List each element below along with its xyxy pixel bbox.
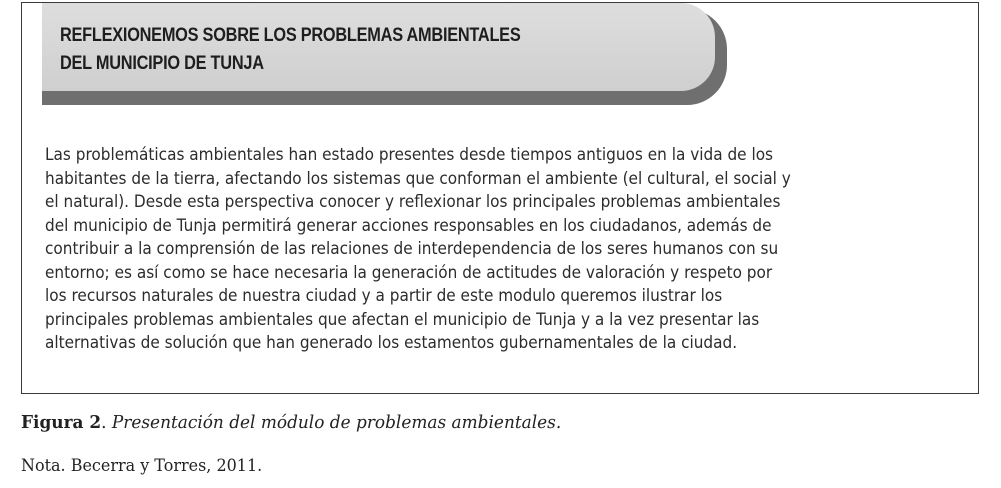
body-line: el natural). Desde esta perspectiva conocer y reflexionar los principales problemas ambientales	[45, 192, 781, 212]
body-line: alternativas de solución que han generado los estamentos gubernamentales de la ciudad.	[45, 333, 738, 353]
body-line: del municipio de Tunja permitirá generar acciones responsables en los ciudadanos, además de	[45, 215, 772, 236]
body-paragraph	[45, 144, 965, 356]
body-line: contribuir a la comprensión de las relaciones de interdependencia de los seres humanos con su	[45, 239, 779, 259]
body-line: Las problemáticas ambientales han estado presentes desde tiempos antiguos en la vida de los	[45, 145, 774, 165]
figure-frame	[21, 2, 979, 394]
banner-title-line-2: DEL MUNICIPIO DE TUNJA	[60, 53, 264, 74]
body-line: los recursos naturales de nuestra ciudad y a partir de este modulo queremos ilustrar los	[45, 286, 723, 306]
source-note: Nota. Becerra y Torres, 2011.	[21, 456, 263, 476]
banner-title	[60, 22, 520, 78]
figure-caption	[21, 412, 561, 433]
figure-caption-description: Presentación del módulo de problemas ambientales.	[111, 412, 562, 433]
body-line: entorno; es así como se hace necesaria la generación de actitudes de valoración y respeto por	[45, 262, 773, 283]
body-line: principales problemas ambientales que afectan el municipio de Tunja y a la vez presentar las	[45, 309, 760, 330]
figure-caption-separator: .	[101, 412, 112, 433]
figure-caption-label: Figura 2	[21, 412, 102, 433]
body-line: habitantes de la tierra, afectando los sistemas que conforman el ambiente (el cultural, el social y	[45, 168, 791, 189]
banner-title-line-1: REFLEXIONEMOS SOBRE LOS PROBLEMAS AMBIENTALES	[60, 25, 521, 46]
